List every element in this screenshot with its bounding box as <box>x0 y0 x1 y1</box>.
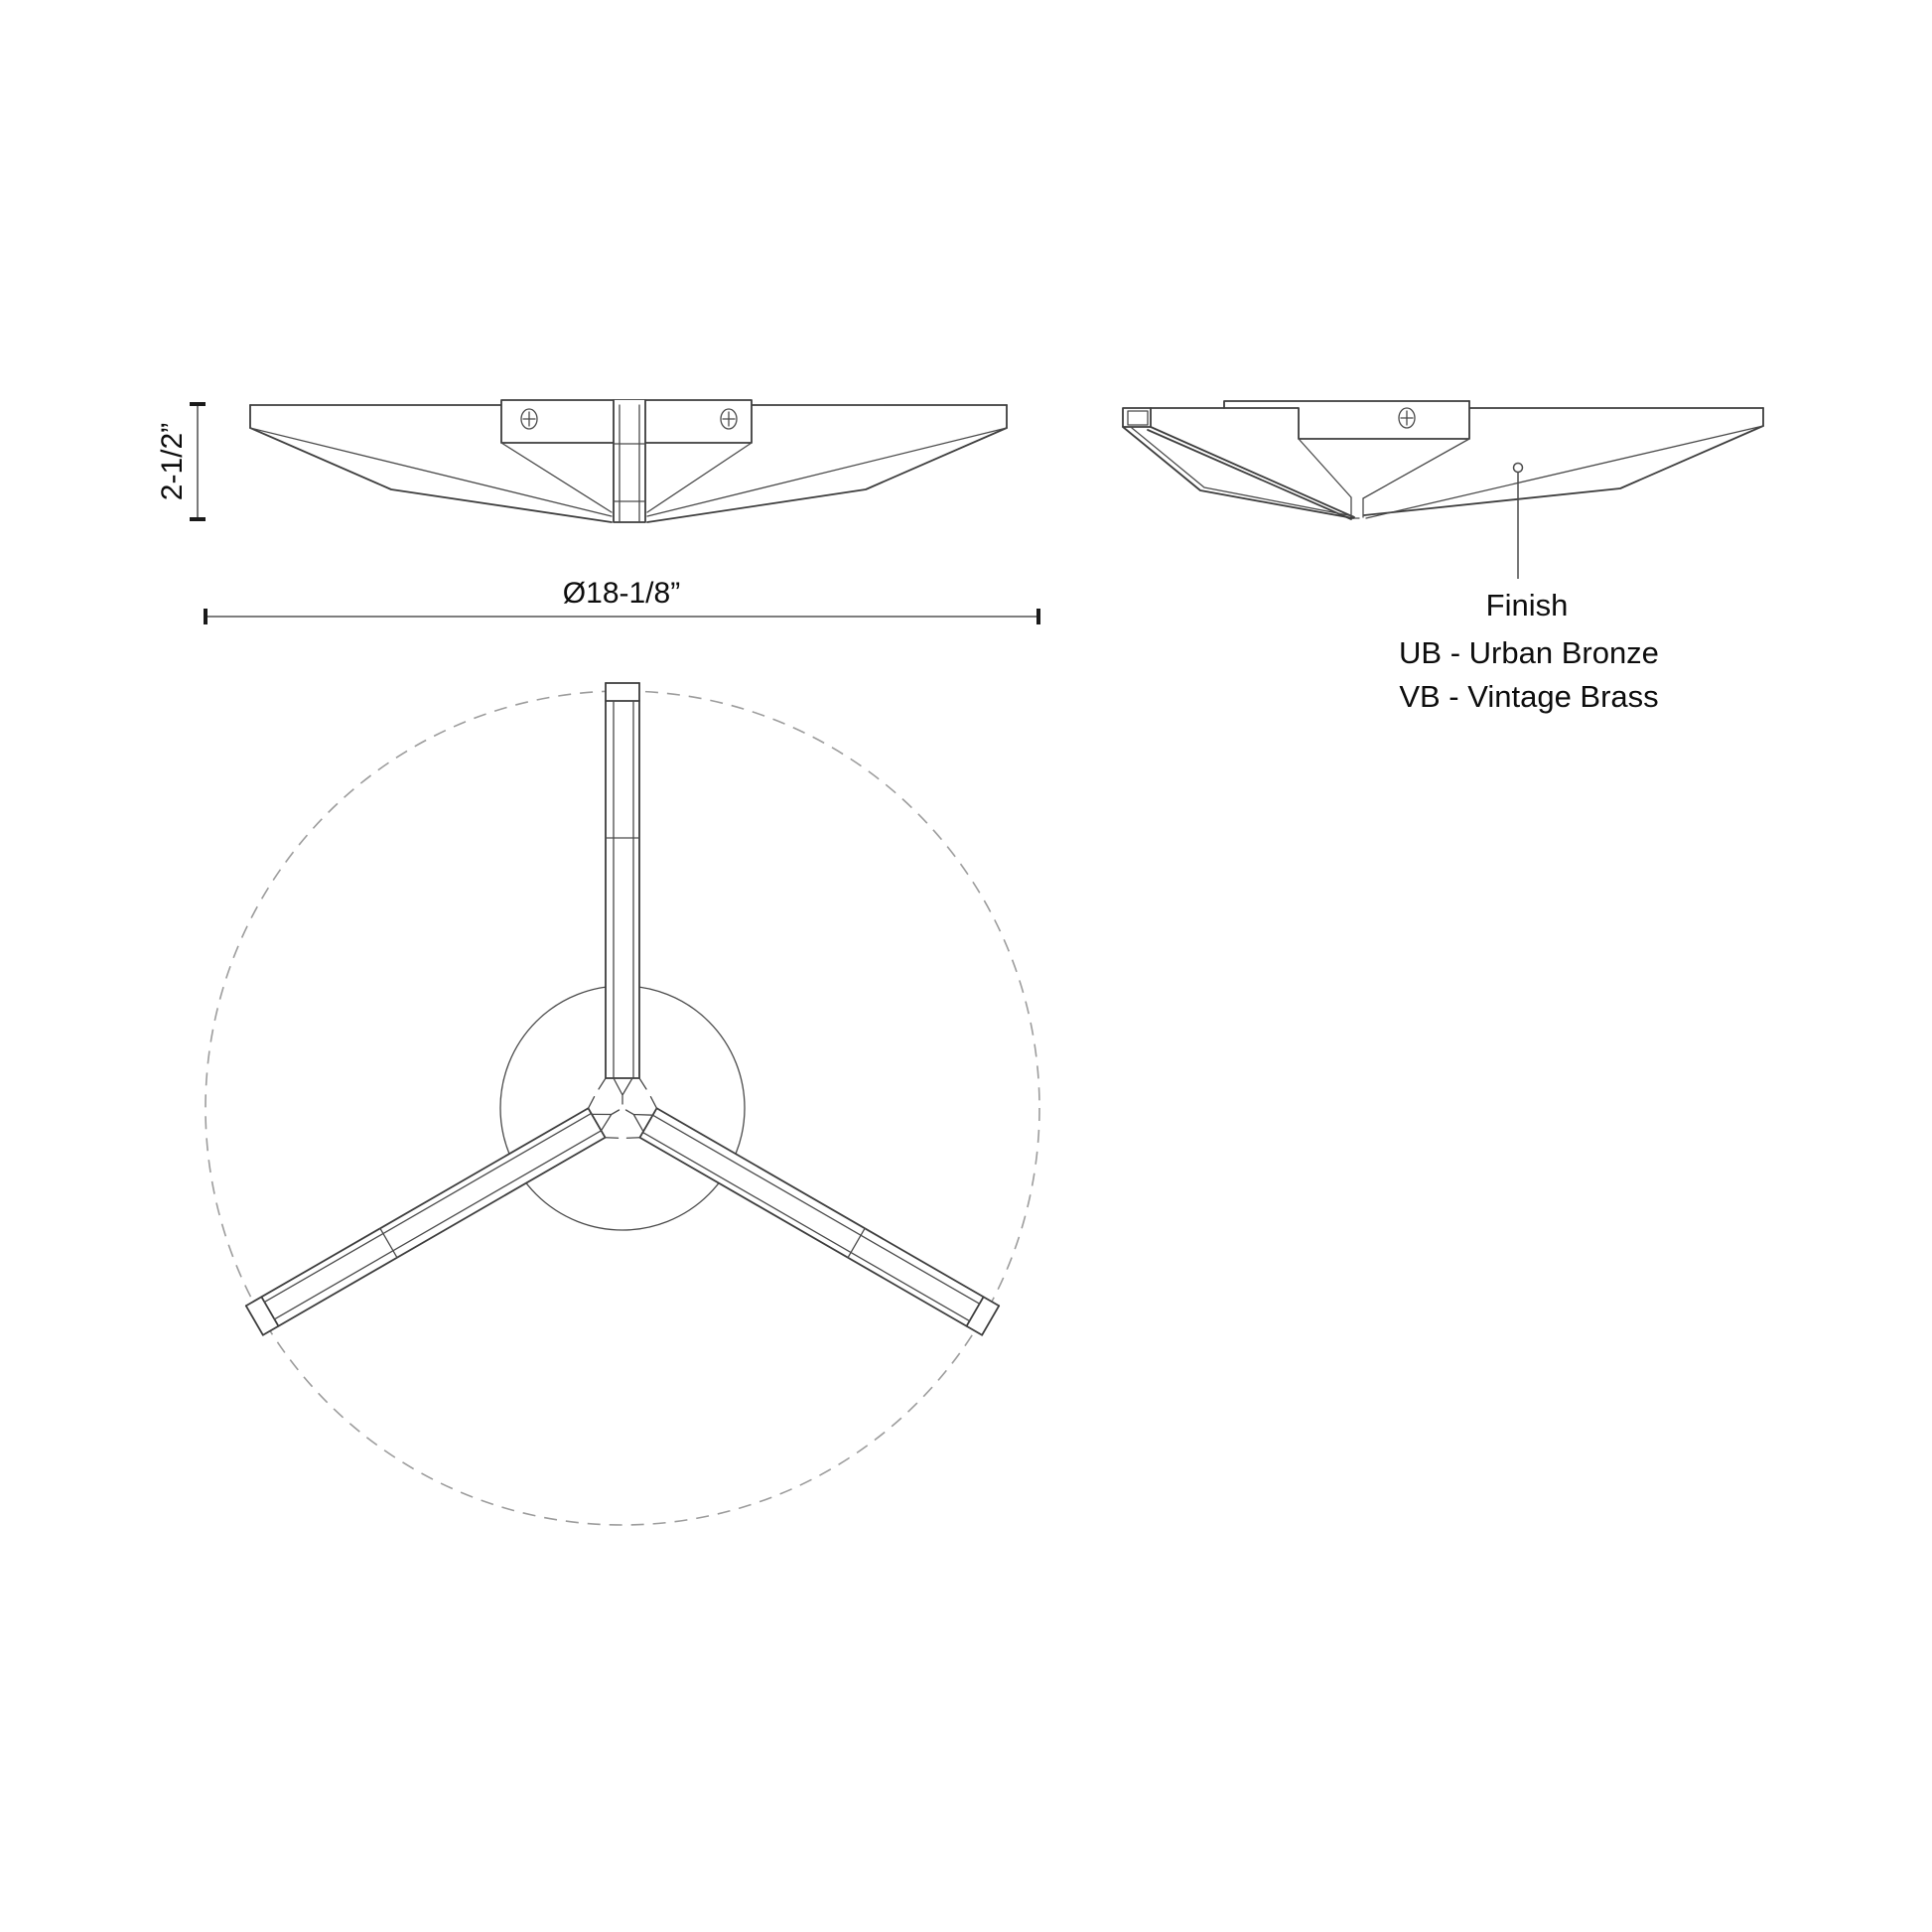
finish-option-ub: UB - Urban Bronze <box>1399 635 1659 670</box>
finish-callout <box>1399 464 1659 715</box>
height-dimension-label: 2-1/2” <box>156 422 189 501</box>
right-wing-crease <box>1366 426 1763 518</box>
left-wing-near-edge-double <box>1148 430 1351 519</box>
height-dimension <box>156 404 206 519</box>
left-cone-edge <box>501 443 612 512</box>
diameter-dimension <box>206 577 1038 624</box>
screw-icon <box>521 409 537 429</box>
finish-option-vb: VB - Vintage Brass <box>1399 679 1659 714</box>
front-elevation-view <box>250 400 1007 522</box>
fixture-arm <box>614 1089 1002 1341</box>
right-cone-edge <box>647 443 752 512</box>
stem-mask <box>614 400 645 522</box>
left-wing-near-edge <box>1151 427 1354 517</box>
right-cone-edge <box>1363 439 1469 498</box>
leader-dot <box>1514 464 1523 473</box>
diameter-dimension-label: Ø18-1/8” <box>562 577 681 610</box>
screw-icon <box>721 409 737 429</box>
finish-title: Finish <box>1485 588 1569 622</box>
stem <box>1351 497 1363 518</box>
perspective-view <box>1123 401 1763 519</box>
fixture-arm <box>242 1089 630 1341</box>
left-cone-edge <box>1299 439 1351 497</box>
screw-icon <box>1399 408 1415 428</box>
plan-view <box>206 683 1039 1525</box>
end-cap-inner <box>1128 411 1148 425</box>
bracket-mask <box>1299 402 1469 439</box>
fixture-arm <box>599 683 646 1104</box>
